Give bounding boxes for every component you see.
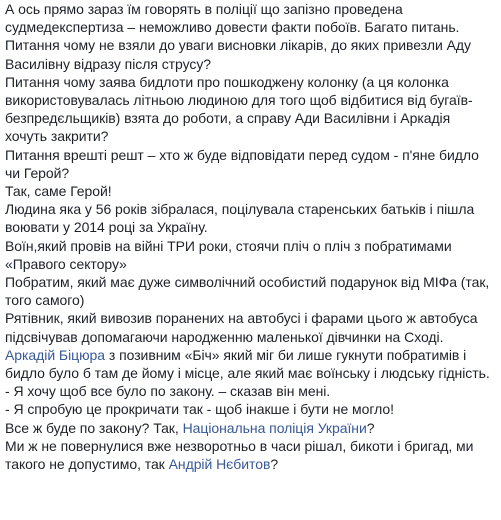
tagged-person-link[interactable]: Андрій Нєбитов — [168, 456, 271, 473]
post-paragraph — [5, 346, 495, 382]
post-paragraph: Питання чому заява бидлоти про пошкоджену колонку (а ця колонка використовувалась літньою людиною для того щоб відбитися від бугаїв-безпредєльщиків) взята до роботи, а справу Ади Василівни і Аркадія хочуть закрити? — [5, 73, 473, 145]
post-text: з позивним «Біч» який міг би лише гукнути побратимів і бидло було б там де йому і місце, але який має воїнську і людську гідність. — [5, 346, 490, 382]
post-paragraph: - Я спробую це прокричати так - щоб інакше і бути не могло! — [5, 401, 394, 418]
post-paragraph: Питання врешті решт – хто ж буде відповідати перед судом - п'яне бидло чи Герой? — [5, 146, 479, 181]
post-paragraph: Воїн,який провів на війні ТРИ роки, стоячи пліч о пліч з побратимами «Правого сектору» — [5, 237, 452, 272]
post-paragraph: Рятівник, який вивозив поранених на автобусі і фарами цього ж автобуса підсвічував допомагаючи народженню маленької дівчинки на Сході. — [5, 310, 478, 345]
post-paragraph: - Я хочу щоб все було по закону. – сказав він мені. — [5, 383, 331, 400]
tagged-person-link[interactable]: Аркадій Біцюра — [5, 346, 106, 363]
post-text: Все ж буде по закону? Так, — [5, 419, 183, 436]
post-text: ? — [366, 419, 375, 436]
post-paragraph — [5, 419, 495, 437]
post-paragraph — [5, 437, 495, 473]
post-paragraph: Питання чому не взяли до уваги висновки лікарів, до яких привезли Аду Василівну відразу після струсу? — [5, 37, 471, 72]
post-paragraph: Людина яка у 56 років зібралася, поцілувала старенських батьків і пішла воювати у 2014 році за Україну. — [5, 201, 475, 236]
post-paragraph: А ось прямо зараз їм говорять в поліції що запізно проведена судмедекспертиза – неможливо довести факти побоїв. Багато питань. — [5, 1, 460, 36]
post-text: ? — [270, 456, 279, 473]
post-paragraph: Так, саме Герой! — [5, 183, 112, 200]
tagged-page-link[interactable]: Національна поліція України — [182, 419, 367, 436]
post-paragraph: Побратим, який має дуже символічний особистий подарунок від МІФа (так, того самого) — [5, 274, 490, 309]
post-text: Ми ж не повернулися вже незворотньо в часи рішал, бикоти і бригад, ми такого не допустимо, так — [5, 437, 474, 473]
